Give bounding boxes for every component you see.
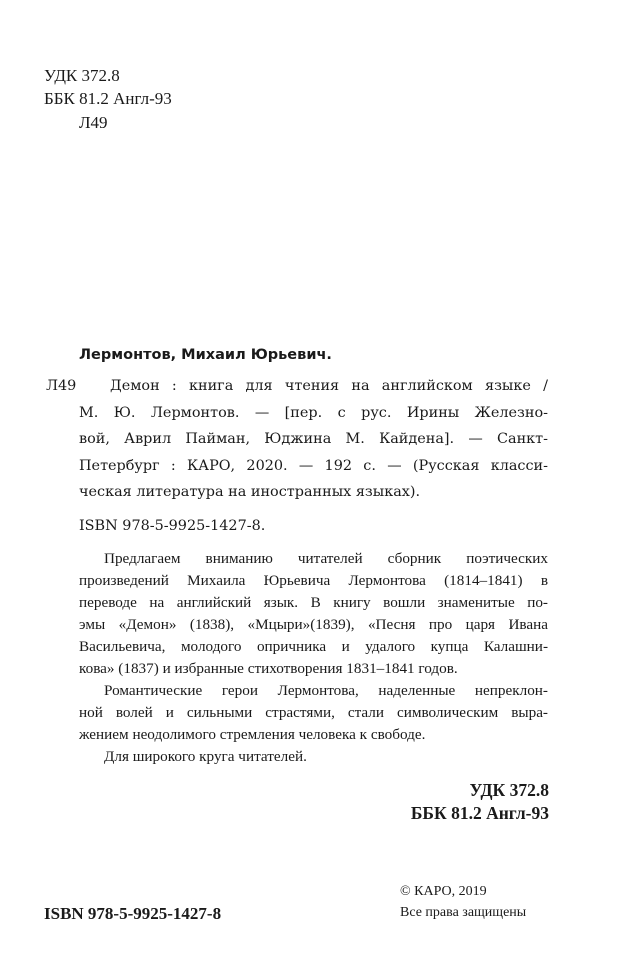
author-sign: Л49 (79, 113, 108, 132)
annotation-line: жением неодолимого стремления человека к свободе. (79, 726, 426, 743)
udk-code-bold: УДК 372.8 (469, 780, 549, 800)
bibliographic-line: М. Ю. Лермонтов. — [пер. с рус. Ирины Железно- (79, 405, 548, 421)
bbk-code-bold: ББК 81.2 Англ-93 (410, 803, 549, 823)
copyright-notice: © КАРО, 2019 (400, 884, 487, 899)
annotation-line: Предлагаем вниманию читателей сборник поэтических (104, 550, 548, 567)
bibliographic-line: Петербург : КАРО, 2020. — 192 с. — (Русская класси- (79, 458, 548, 474)
bibliographic-line: Демон : книга для чтения на английском языке / (110, 378, 548, 394)
author-heading: Лермонтов, Михаил Юрьевич. (79, 347, 332, 363)
annotation-line: ной волей и сильными страстями, стали символическим выра- (79, 704, 548, 721)
annotation-line: переводе на английский язык. В книгу вошли знаменитые по- (79, 594, 548, 611)
annotation-line: Васильевича, молодого опричника и удалого купца Калашни- (79, 638, 548, 655)
bibliographic-isbn: ISBN 978-5-9925-1427-8. (79, 518, 266, 534)
bibliographic-line: ческая литература на иностранных языках). (79, 484, 421, 500)
annotation-line: произведений Михаила Юрьевича Лермонтова (1814–1841) в (79, 572, 548, 589)
udk-code: УДК 372.8 (44, 66, 120, 85)
annotation-line: Романтические герои Лермонтова, наделенные непреклон- (104, 682, 548, 699)
rights-notice: Все права защищены (400, 905, 527, 920)
bbk-code: ББК 81.2 Англ-93 (44, 89, 172, 108)
annotation-line: эмы «Демон» (1838), «Мцыри»(1839), «Песня про царя Ивана (79, 616, 548, 633)
annotation-line: кова» (1837) и избранные стихотворения 1831–1841 годов. (79, 660, 458, 677)
bibliographic-line: вой, Аврил Пайман, Юджина М. Кайдена]. — Санкт- (79, 431, 548, 447)
isbn-footer: ISBN 978-5-9925-1427-8 (44, 904, 222, 923)
bibliographic-sign: Л49 (46, 378, 77, 394)
annotation-line: Для широкого круга читателей. (104, 748, 307, 765)
